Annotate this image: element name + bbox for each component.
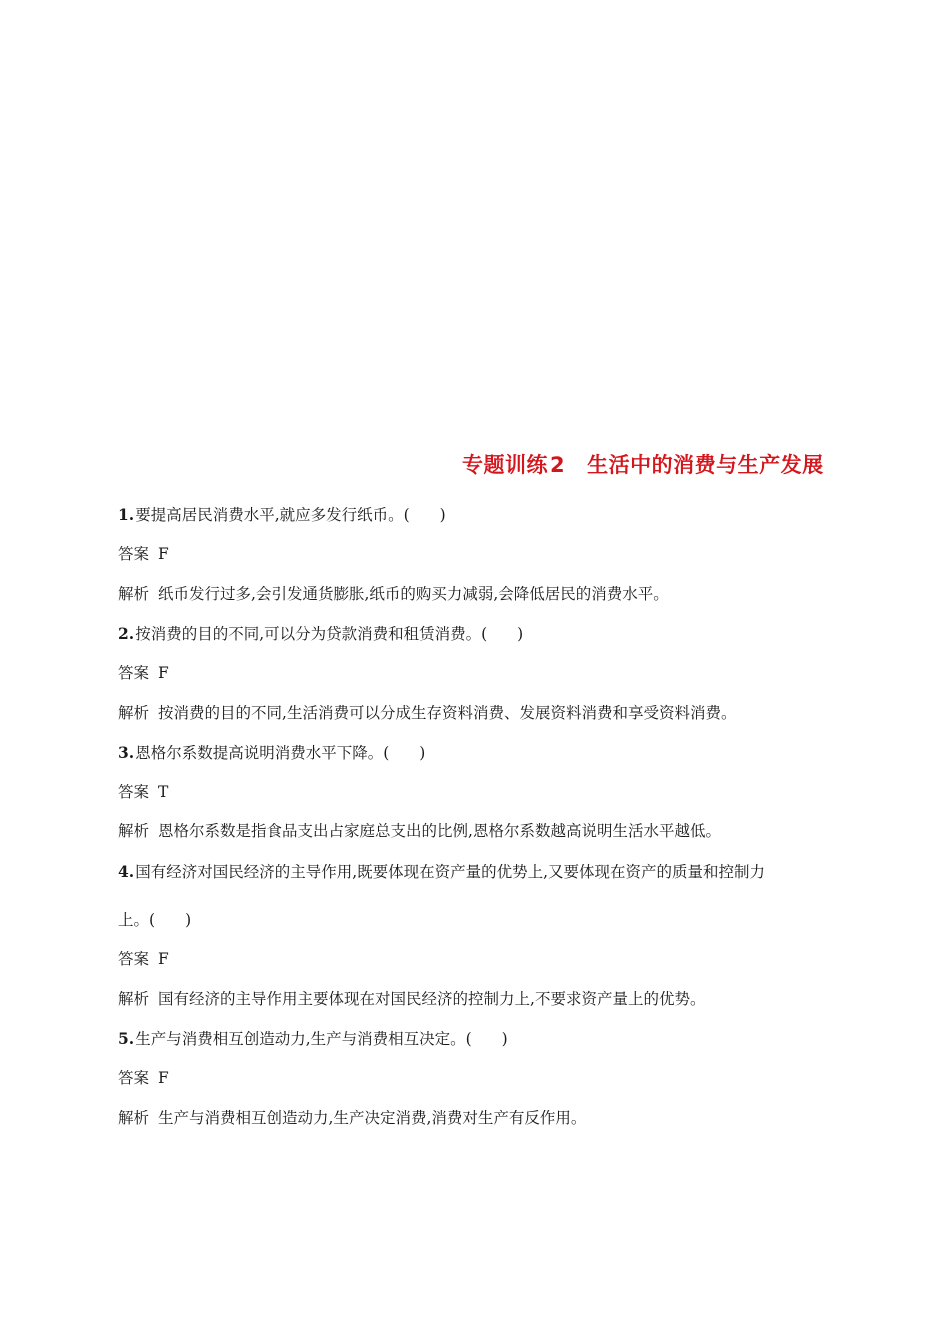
question-4 xyxy=(118,861,765,883)
question-number: 4. xyxy=(118,862,135,881)
title-prefix: 专题训练 xyxy=(462,453,548,477)
question-2 xyxy=(118,623,523,645)
answer-1 xyxy=(118,543,169,565)
question-number: 5. xyxy=(118,1029,135,1048)
question-paren-close: ) xyxy=(501,1030,508,1048)
title-text: 生活中的消费与生产发展 xyxy=(587,453,824,477)
question-text-continued: 上。( xyxy=(118,911,156,929)
answer-value: F xyxy=(158,1069,169,1087)
title-number: 2 xyxy=(550,453,566,477)
question-text: 生产与消费相互创造动力,生产与消费相互决定。( xyxy=(135,1030,472,1048)
analysis-4 xyxy=(118,988,705,1010)
analysis-text: 恩格尔系数是指食品支出占家庭总支出的比例,恩格尔系数越高说明生活水平越低。 xyxy=(158,822,721,840)
answer-5 xyxy=(118,1067,169,1089)
analysis-2 xyxy=(118,702,736,724)
answer-3 xyxy=(118,781,168,803)
answer-label: 答案 xyxy=(118,545,150,563)
page-title xyxy=(462,449,824,479)
answer-label: 答案 xyxy=(118,783,150,801)
analysis-label: 解析 xyxy=(118,1109,150,1127)
question-text: 恩格尔系数提高说明消费水平下降。( xyxy=(135,744,390,762)
analysis-label: 解析 xyxy=(118,585,150,603)
analysis-text: 生产与消费相互创造动力,生产决定消费,消费对生产有反作用。 xyxy=(158,1109,587,1127)
question-3 xyxy=(118,742,425,764)
analysis-label: 解析 xyxy=(118,822,150,840)
analysis-label: 解析 xyxy=(118,704,150,722)
answer-value: F xyxy=(158,664,169,682)
question-number: 2. xyxy=(118,624,135,643)
question-text: 国有经济对国民经济的主导作用,既要体现在资产量的优势上,又要体现在资产的质量和控制力 xyxy=(135,863,766,881)
answer-label: 答案 xyxy=(118,1069,150,1087)
question-paren-close: ) xyxy=(517,625,524,643)
question-1 xyxy=(118,504,446,526)
analysis-text: 按消费的目的不同,生活消费可以分成生存资料消费、发展资料消费和享受资料消费。 xyxy=(158,704,737,722)
answer-2 xyxy=(118,662,169,684)
question-number: 3. xyxy=(118,743,135,762)
analysis-3 xyxy=(118,820,721,842)
analysis-5 xyxy=(118,1107,586,1129)
question-number: 1. xyxy=(118,505,135,524)
analysis-text: 纸币发行过多,会引发通货膨胀,纸币的购买力减弱,会降低居民的消费水平。 xyxy=(158,585,669,603)
analysis-1 xyxy=(118,583,669,605)
question-paren-close: ) xyxy=(419,744,426,762)
analysis-label: 解析 xyxy=(118,990,150,1008)
question-paren-close: ) xyxy=(185,911,192,929)
answer-value: T xyxy=(158,783,169,801)
answer-value: F xyxy=(158,545,169,563)
answer-value: F xyxy=(158,950,169,968)
answer-label: 答案 xyxy=(118,664,150,682)
question-4-continued xyxy=(118,909,191,931)
answer-label: 答案 xyxy=(118,950,150,968)
question-text: 要提高居民消费水平,就应多发行纸币。( xyxy=(135,506,410,524)
answer-4 xyxy=(118,948,169,970)
question-5 xyxy=(118,1028,508,1050)
analysis-text: 国有经济的主导作用主要体现在对国民经济的控制力上,不要求资产量上的优势。 xyxy=(158,990,706,1008)
question-text: 按消费的目的不同,可以分为贷款消费和租赁消费。( xyxy=(135,625,488,643)
question-paren-close: ) xyxy=(439,506,446,524)
